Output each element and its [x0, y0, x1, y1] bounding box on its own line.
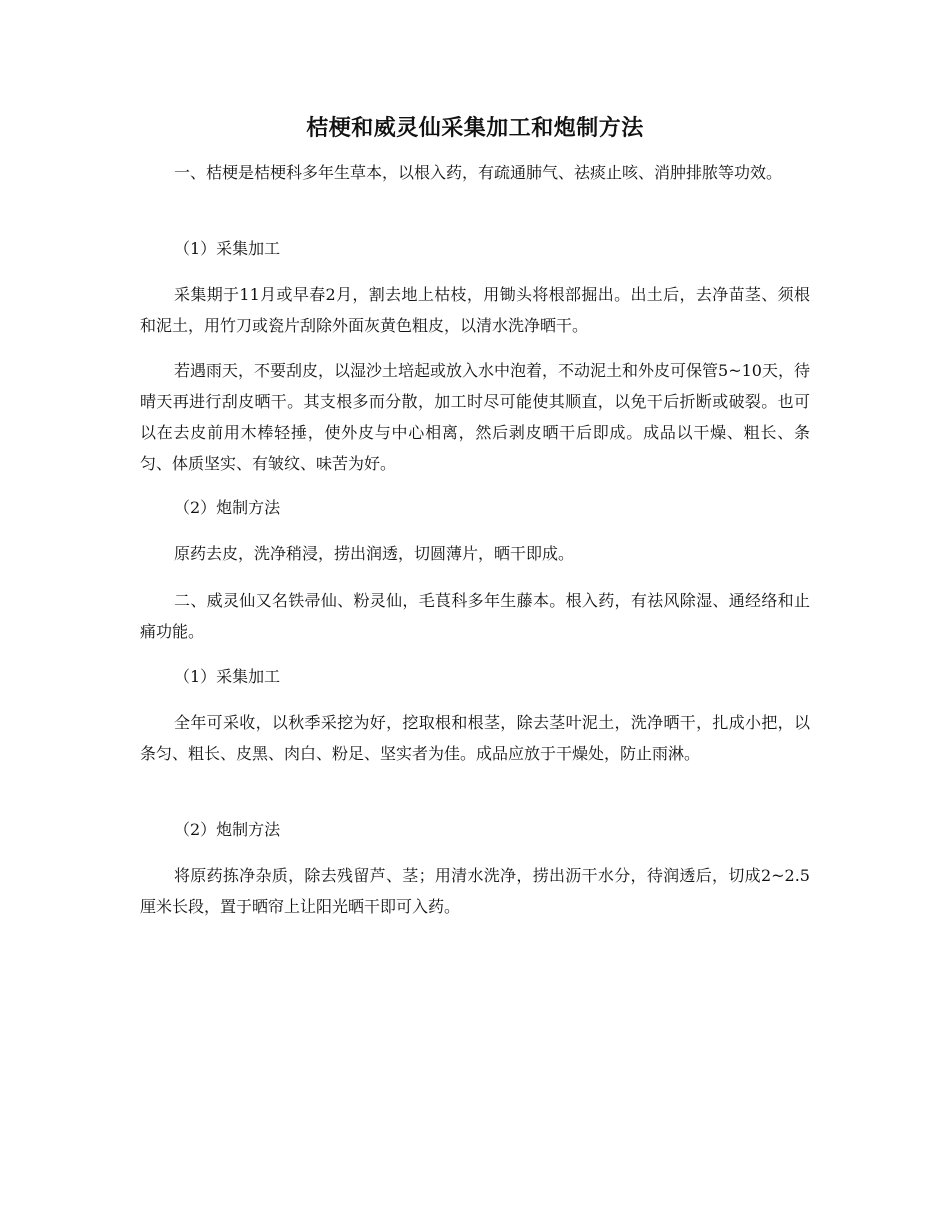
section-1-subsection-2-paragraph: 原药去皮，洗净稍浸，捞出润透，切圆薄片，晒干即成。: [174, 544, 575, 563]
section-2-subsection-1-heading-wrap: [140, 661, 810, 692]
section-1-subsection-2-para-wrap: [140, 538, 810, 569]
section-1-subsection-2-heading-wrap: [140, 492, 810, 523]
section-1-subsection-1-heading-wrap: [140, 233, 810, 264]
section-1-subsection-2-heading: （2）炮制方法: [174, 498, 281, 517]
document-title: 桔梗和威灵仙采集加工和炮制方法: [306, 115, 644, 141]
section-1-subsection-1-para-2-wrap: [140, 355, 810, 479]
section-2-subsection-2-para-wrap: [140, 860, 810, 922]
section-2-subsection-1-heading: （1）采集加工: [174, 667, 281, 686]
section-1-subsection-1-para-1-wrap: [140, 279, 810, 341]
section-1-subsection-1-heading: （1）采集加工: [174, 239, 281, 258]
section-1-subsection-1-paragraph-1: 采集期于11月或早春2月，割去地上枯枝，用锄头将根部掘出。出土后，去净苗茎、须根和泥土，用竹刀或瓷片刮除外面灰黄色粗皮，以清水洗净晒干。: [140, 285, 810, 335]
section-1-intro: 一、桔梗是桔梗科多年生草本，以根入药，有疏通肺气、祛痰止咳、消肿排脓等功效。: [174, 163, 783, 182]
section-2-subsection-2-paragraph: 将原药拣净杂质，除去残留芦、茎；用清水洗净，捞出沥干水分，待润透后，切成2~2.5厘米长段，置于晒帘上让阳光晒干即可入药。: [140, 866, 810, 916]
section-1: [140, 157, 810, 188]
section-2-subsection-2-heading: （2）炮制方法: [174, 820, 281, 839]
section-2-subsection-2-heading-wrap: [140, 814, 810, 845]
section-2: [140, 585, 810, 647]
section-2-intro: 二、威灵仙又名铁帚仙、粉灵仙，毛茛科多年生藤本。根入药，有祛风除湿、通经络和止痛功能。: [140, 591, 810, 641]
section-2-subsection-1-paragraph: 全年可采收，以秋季采挖为好，挖取根和根茎，除去茎叶泥土，洗净晒干，扎成小把，以条匀、粗长、皮黑、肉白、粉足、坚实者为佳。成品应放于干燥处，防止雨淋。: [140, 713, 810, 763]
section-1-subsection-1-paragraph-2: 若遇雨天，不要刮皮，以湿沙土培起或放入水中泡着，不动泥土和外皮可保管5~10天，待晴天再进行刮皮晒干。其支根多而分散，加工时尽可能使其顺直，以免干后折断或破裂。也可以在去皮前用木棒轻捶，使外皮与中心相离，然后剥皮晒干后即成。成品以干燥、粗长、条匀、体质坚实、有皱纹、味苦为好。: [140, 361, 810, 473]
section-2-subsection-1-para-wrap: [140, 707, 810, 769]
